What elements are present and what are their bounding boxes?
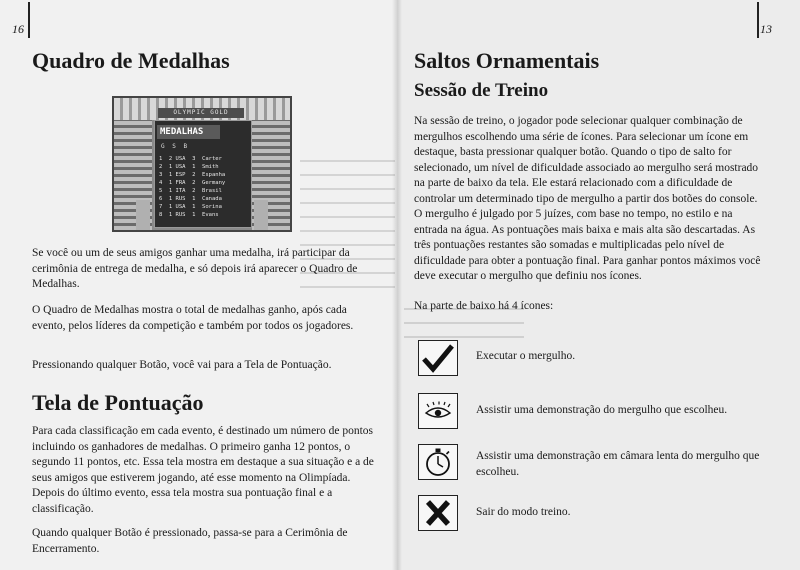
page-number-left: 16 [12, 22, 24, 36]
scoreboard-title: MEDALHAS [157, 125, 220, 139]
heading-sessao-de-treino: Sessão de Treino [414, 80, 549, 101]
icon-label-demo: Assistir uma demonstração do mergulho que escolheu. [476, 404, 728, 416]
paragraph-scoring: Para cada classificação em cada evento, é destinado um número de pontos incluindo os ganhadores de medalhas. O primeiro ganha 12 pontos, o segundo 11 pontos, etc. Essa tela mostra em destaque a sua situação e a de seus amigos que estiverem jogando, até esse momento na Olimpíada. Depois do último evento, essa tela mostra sua pontuação final e a classificação. [32, 425, 374, 515]
scoreboard-rows [159, 155, 249, 219]
paragraph-four-icons: Na parte de baixo há 4 ícones: [414, 300, 554, 312]
paragraph-medal-ceremony: Se você ou um de seus amigos ganhar uma medalha, irá participar da cerimônia de entrega de medalha, e só depois irá aparecer o Quadro de Medalhas. [32, 247, 358, 290]
scoreboard-row: 3 1 ESP 2 Espanha [159, 172, 226, 178]
checkmark-icon [418, 340, 458, 376]
scoreboard-row: 4 1 FRA 2 Germany [159, 180, 226, 186]
scoreboard-row: 7 1 USA 1 Sorina [159, 204, 222, 210]
heading-tela-de-pontuacao: Tela de Pontuação [32, 390, 204, 415]
scoreboard-row: 5 1 ITA 2 Brasil [159, 188, 222, 194]
scoreboard-row: 6 1 RUS 1 Canada [159, 196, 222, 202]
page-edge-mark-right [757, 2, 759, 38]
book-gutter [392, 0, 402, 570]
podium-pillar-right [254, 200, 268, 230]
scoreboard-row: 1 2 USA 3 Carter [159, 156, 222, 162]
scoreboard-header: G S B [161, 143, 190, 150]
eye-icon [418, 393, 458, 429]
podium-pillar-left [136, 200, 150, 230]
medal-scoreboard [154, 120, 252, 228]
heading-saltos-ornamentais: Saltos Ornamentais [414, 48, 600, 73]
medal-board-screenshot [112, 96, 292, 232]
paragraph-closing-ceremony: Quando qualquer Botão é pressionado, passa-se para a Cerimônia de Encerramento. [32, 527, 348, 555]
paragraph-press-button: Pressionando qualquer Botão, você vai para a Tela de Pontuação. [32, 359, 332, 371]
paragraph-medal-board: O Quadro de Medalhas mostra o total de medalhas ganho, após cada evento, pelos líderes da competição e também por todos os jogadores. [32, 304, 354, 332]
page-number-right: 13 [760, 22, 772, 36]
icon-label-exit: Sair do modo treino. [476, 506, 571, 518]
icon-label-execute: Executar o mergulho. [476, 350, 576, 362]
scoreboard-row: 8 1 RUS 1 Evans [159, 212, 219, 218]
page-edge-mark-left [28, 2, 30, 38]
stopwatch-icon [418, 444, 458, 480]
heading-quadro-de-medalhas: Quadro de Medalhas [32, 48, 230, 73]
game-banner: OLYMPIC GOLD [158, 108, 244, 118]
scoreboard-row: 2 1 USA 1 Smith [159, 164, 219, 170]
paragraph-training-session: Na sessão de treino, o jogador pode selecionar qualquer combinação de mergulhos escolhendo uma série de ícones. Para selecionar um ícone em destaque, basta pressionar qualquer botão. Quando o tipo de salto for selecionado, um nível de dificuldade associado ao mergulho será mostrado na parte de baixo da tela. Ele estará relacionado com a dificuldade de controlar um determinado tipo de mergulho a partir dos botões do console. O mergulho é julgado por 5 juízes, com base no tempo, no estilo e na entrada na água. As pontuações mais baixa e mais alta são descartadas. As três pontuações restantes são somadas e multiplicadas pelo nível de dificuldade para obter a pontuação final. Para ganhar pontos máximos você deve executar o mergulho que definiu nos ícones. [414, 115, 761, 282]
icon-label-slow-motion: Assistir uma demonstração em câmara lenta do mergulho que escolheu. [476, 450, 760, 478]
cross-icon [418, 495, 458, 531]
